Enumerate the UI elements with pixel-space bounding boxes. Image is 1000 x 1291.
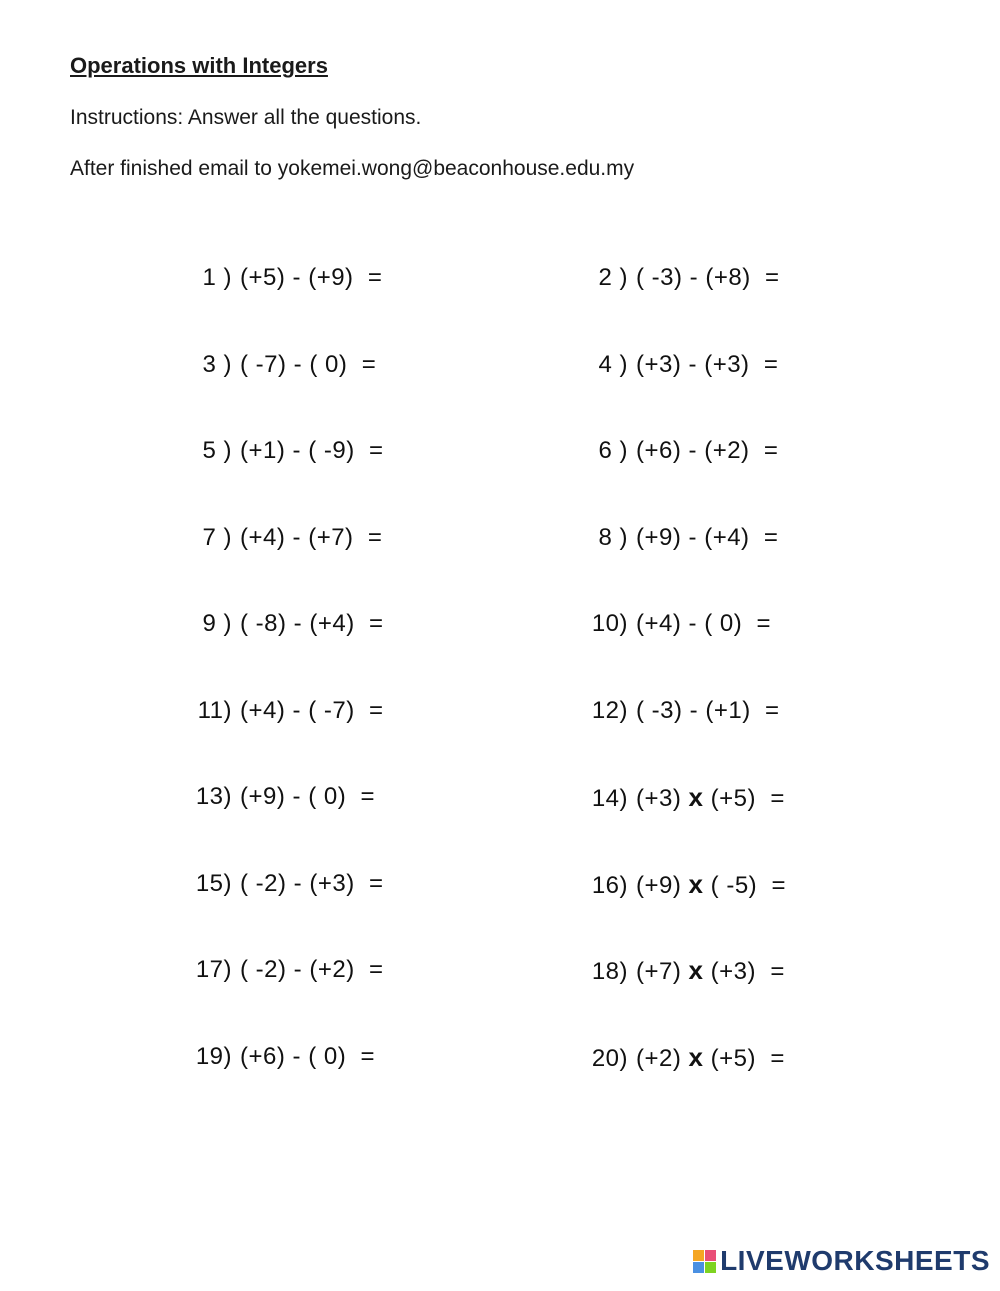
operand-a: (+6) <box>636 437 682 464</box>
liveworksheets-logo-icon <box>693 1250 716 1273</box>
operand-b: (+5) <box>710 785 757 812</box>
question-row <box>180 691 800 778</box>
question-1 <box>180 258 382 298</box>
operand-b: (+7) <box>308 523 354 551</box>
operator: - <box>688 610 698 637</box>
equals-sign: = <box>765 264 780 291</box>
operator: - <box>292 696 302 724</box>
operand-a: (+4) <box>636 610 682 637</box>
question-14 <box>576 777 785 819</box>
operand-b: (+9) <box>308 264 354 291</box>
question-number: 12) <box>591 696 628 724</box>
operand-b: (+3) <box>704 350 750 378</box>
operand-a: ( -2) <box>240 956 287 983</box>
question-16 <box>576 864 786 906</box>
question-20 <box>576 1037 785 1079</box>
logo-square <box>705 1250 716 1261</box>
operand-b: (+3) <box>710 958 757 985</box>
question-number: 10) <box>591 610 628 637</box>
equals-sign: = <box>756 610 772 637</box>
operand-a: ( -3) <box>636 264 683 291</box>
question-12 <box>576 691 780 731</box>
question-19 <box>180 1037 375 1077</box>
equals-sign: = <box>763 437 779 464</box>
operator: - <box>292 523 302 551</box>
liveworksheets-logo <box>693 1245 990 1277</box>
operand-a: (+9) <box>636 523 682 551</box>
operator: - <box>293 869 303 897</box>
equals-sign: = <box>771 871 787 899</box>
operand-b: (+2) <box>309 956 355 983</box>
question-3 <box>180 345 376 385</box>
operator: x <box>688 782 704 812</box>
operand-a: ( -3) <box>636 696 683 724</box>
operand-b: ( 0) <box>309 350 348 378</box>
question-row <box>180 950 800 1037</box>
question-row <box>180 777 800 864</box>
operator: - <box>688 523 698 551</box>
logo-square <box>705 1262 716 1273</box>
question-number: 17) <box>195 956 232 983</box>
question-8 <box>576 518 778 558</box>
question-number: 5 ) <box>202 437 232 464</box>
question-number: 14) <box>591 785 628 812</box>
question-number: 16) <box>591 871 628 899</box>
question-number: 13) <box>195 783 232 810</box>
operand-a: (+7) <box>636 958 682 985</box>
operator: x <box>688 1041 704 1072</box>
operand-a: ( -7) <box>240 350 287 378</box>
question-number: 15) <box>195 869 232 897</box>
operand-b: (+2) <box>704 437 750 464</box>
question-row <box>180 864 800 951</box>
equals-sign: = <box>770 785 785 812</box>
operand-a: (+1) <box>240 437 286 464</box>
instructions-text: Instructions: Answer all the questions. <box>70 106 422 129</box>
question-11 <box>180 691 384 731</box>
question-row <box>180 431 800 518</box>
operand-a: (+9) <box>636 871 682 899</box>
equals-sign: = <box>770 1044 785 1072</box>
question-number: 19) <box>195 1042 232 1070</box>
question-4 <box>576 345 778 385</box>
operand-b: (+4) <box>704 523 750 551</box>
worksheet-header <box>70 52 950 206</box>
question-number: 11) <box>197 696 232 724</box>
operand-b: ( 0) <box>308 1042 347 1070</box>
email-note-text: After finished email to yokemei.wong@beaconhouse.edu.my <box>70 157 635 180</box>
question-row <box>180 258 800 345</box>
equals-sign: = <box>369 696 384 724</box>
operand-a: (+4) <box>240 696 286 724</box>
equals-sign: = <box>360 783 376 810</box>
question-number: 18) <box>591 958 628 985</box>
question-15 <box>180 864 384 904</box>
equals-sign: = <box>367 523 383 551</box>
operator: - <box>293 956 303 983</box>
operator: - <box>292 1042 302 1070</box>
questions-grid <box>180 258 800 1123</box>
operand-b: ( -5) <box>710 871 758 899</box>
operator: - <box>292 437 302 464</box>
operand-b: ( 0) <box>308 783 347 810</box>
question-number: 9 ) <box>202 610 232 637</box>
question-number: 8 ) <box>598 523 628 551</box>
operator: - <box>689 264 699 291</box>
equals-sign: = <box>369 437 384 464</box>
logo-square <box>693 1250 704 1261</box>
operand-a: (+4) <box>240 523 286 551</box>
operator: - <box>292 264 302 291</box>
operator: - <box>688 350 698 378</box>
question-number: 6 ) <box>598 437 628 464</box>
equals-sign: = <box>763 523 779 551</box>
operand-b: ( 0) <box>704 610 743 637</box>
operand-a: (+3) <box>636 350 682 378</box>
equals-sign: = <box>369 610 384 637</box>
equals-sign: = <box>763 350 779 378</box>
question-18 <box>576 950 785 992</box>
question-number: 7 ) <box>202 523 232 551</box>
equals-sign: = <box>369 869 384 897</box>
operand-a: (+5) <box>240 264 286 291</box>
logo-square <box>693 1262 704 1273</box>
operand-b: (+4) <box>309 610 355 637</box>
question-5 <box>180 431 384 471</box>
operand-a: (+9) <box>240 783 286 810</box>
question-9 <box>180 604 384 644</box>
question-row <box>180 1037 800 1124</box>
operator: - <box>293 350 303 378</box>
operand-b: (+8) <box>705 264 751 291</box>
question-7 <box>180 518 382 558</box>
question-row <box>180 604 800 691</box>
question-row <box>180 518 800 605</box>
operand-a: (+6) <box>240 1042 286 1070</box>
equals-sign: = <box>367 264 383 291</box>
equals-sign: = <box>360 1042 376 1070</box>
operator: - <box>689 696 699 724</box>
question-number: 3 ) <box>202 350 232 378</box>
equals-sign: = <box>361 350 377 378</box>
operand-b: (+3) <box>309 869 355 897</box>
operator: - <box>688 437 698 464</box>
question-6 <box>576 431 778 471</box>
operand-b: (+1) <box>705 696 751 724</box>
question-row <box>180 345 800 432</box>
operand-b: (+5) <box>710 1044 757 1072</box>
equals-sign: = <box>770 958 785 985</box>
operand-a: ( -2) <box>240 869 287 897</box>
equals-sign: = <box>765 696 780 724</box>
question-2 <box>576 258 780 298</box>
equals-sign: = <box>369 956 384 983</box>
question-number: 1 ) <box>202 264 232 291</box>
logo-text: LIVEWORKSHEETS <box>720 1245 990 1276</box>
operand-a: (+3) <box>636 785 682 812</box>
question-number: 2 ) <box>598 264 628 291</box>
operator: - <box>293 610 303 637</box>
question-10 <box>576 604 771 644</box>
question-number: 20) <box>591 1044 628 1072</box>
operand-b: ( -7) <box>308 696 355 724</box>
question-17 <box>180 950 384 990</box>
question-number: 4 ) <box>598 350 628 378</box>
question-13 <box>180 777 375 817</box>
operator: x <box>688 955 704 985</box>
operator: x <box>688 868 704 899</box>
operand-a: (+2) <box>636 1044 682 1072</box>
page-title: Operations with Integers <box>70 53 328 78</box>
operand-b: ( -9) <box>308 437 355 464</box>
operator: - <box>292 783 302 810</box>
operand-a: ( -8) <box>240 610 287 637</box>
